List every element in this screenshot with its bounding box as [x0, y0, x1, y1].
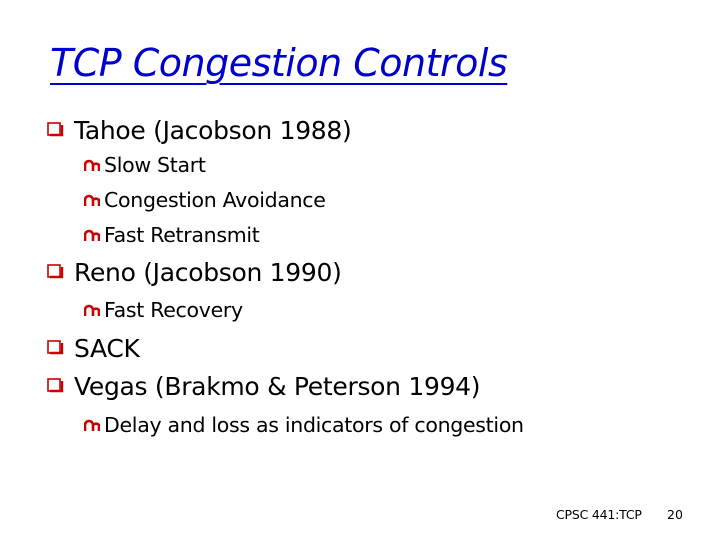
bullet-text: SACK [74, 333, 140, 363]
bullet-text: Congestion Avoidance [104, 188, 326, 212]
sub-bullet-item-delay-and-loss [84, 411, 524, 439]
bullet-text: Slow Start [104, 153, 206, 177]
bullet-item-reno [46, 256, 342, 288]
bullet-text: Fast Recovery [104, 298, 243, 322]
square-bullet-icon [46, 121, 64, 139]
slide-title: TCP Congestion Controls [50, 41, 508, 85]
bullet-item-vegas [46, 370, 480, 402]
square-bullet-icon [46, 339, 64, 357]
bullet-item-sack [46, 332, 140, 364]
bullet-text: Vegas (Brakmo & Peterson 1994) [74, 371, 481, 401]
sub-bullet-item-fast-recovery [84, 296, 243, 324]
circle-bullet-icon [84, 227, 100, 243]
square-bullet-icon [46, 377, 64, 395]
circle-bullet-icon [84, 417, 100, 433]
circle-bullet-icon [84, 302, 100, 318]
circle-bullet-icon [84, 192, 100, 208]
circle-bullet-icon [84, 157, 100, 173]
bullet-text: Delay and loss as indicators of congestion [104, 413, 524, 437]
footer-label: CPSC 441:TCP [556, 507, 642, 522]
sub-bullet-item-fast-retransmit [84, 221, 260, 249]
bullet-text: Reno (Jacobson 1990) [74, 257, 342, 287]
square-bullet-icon [46, 263, 64, 281]
sub-bullet-item-congestion-avoidance [84, 186, 326, 214]
bullet-text: Tahoe (Jacobson 1988) [74, 115, 352, 145]
sub-bullet-item-slow-start [84, 151, 206, 179]
bullet-item-tahoe [46, 114, 351, 146]
page-number: 20 [667, 507, 683, 522]
bullet-text: Fast Retransmit [104, 223, 260, 247]
